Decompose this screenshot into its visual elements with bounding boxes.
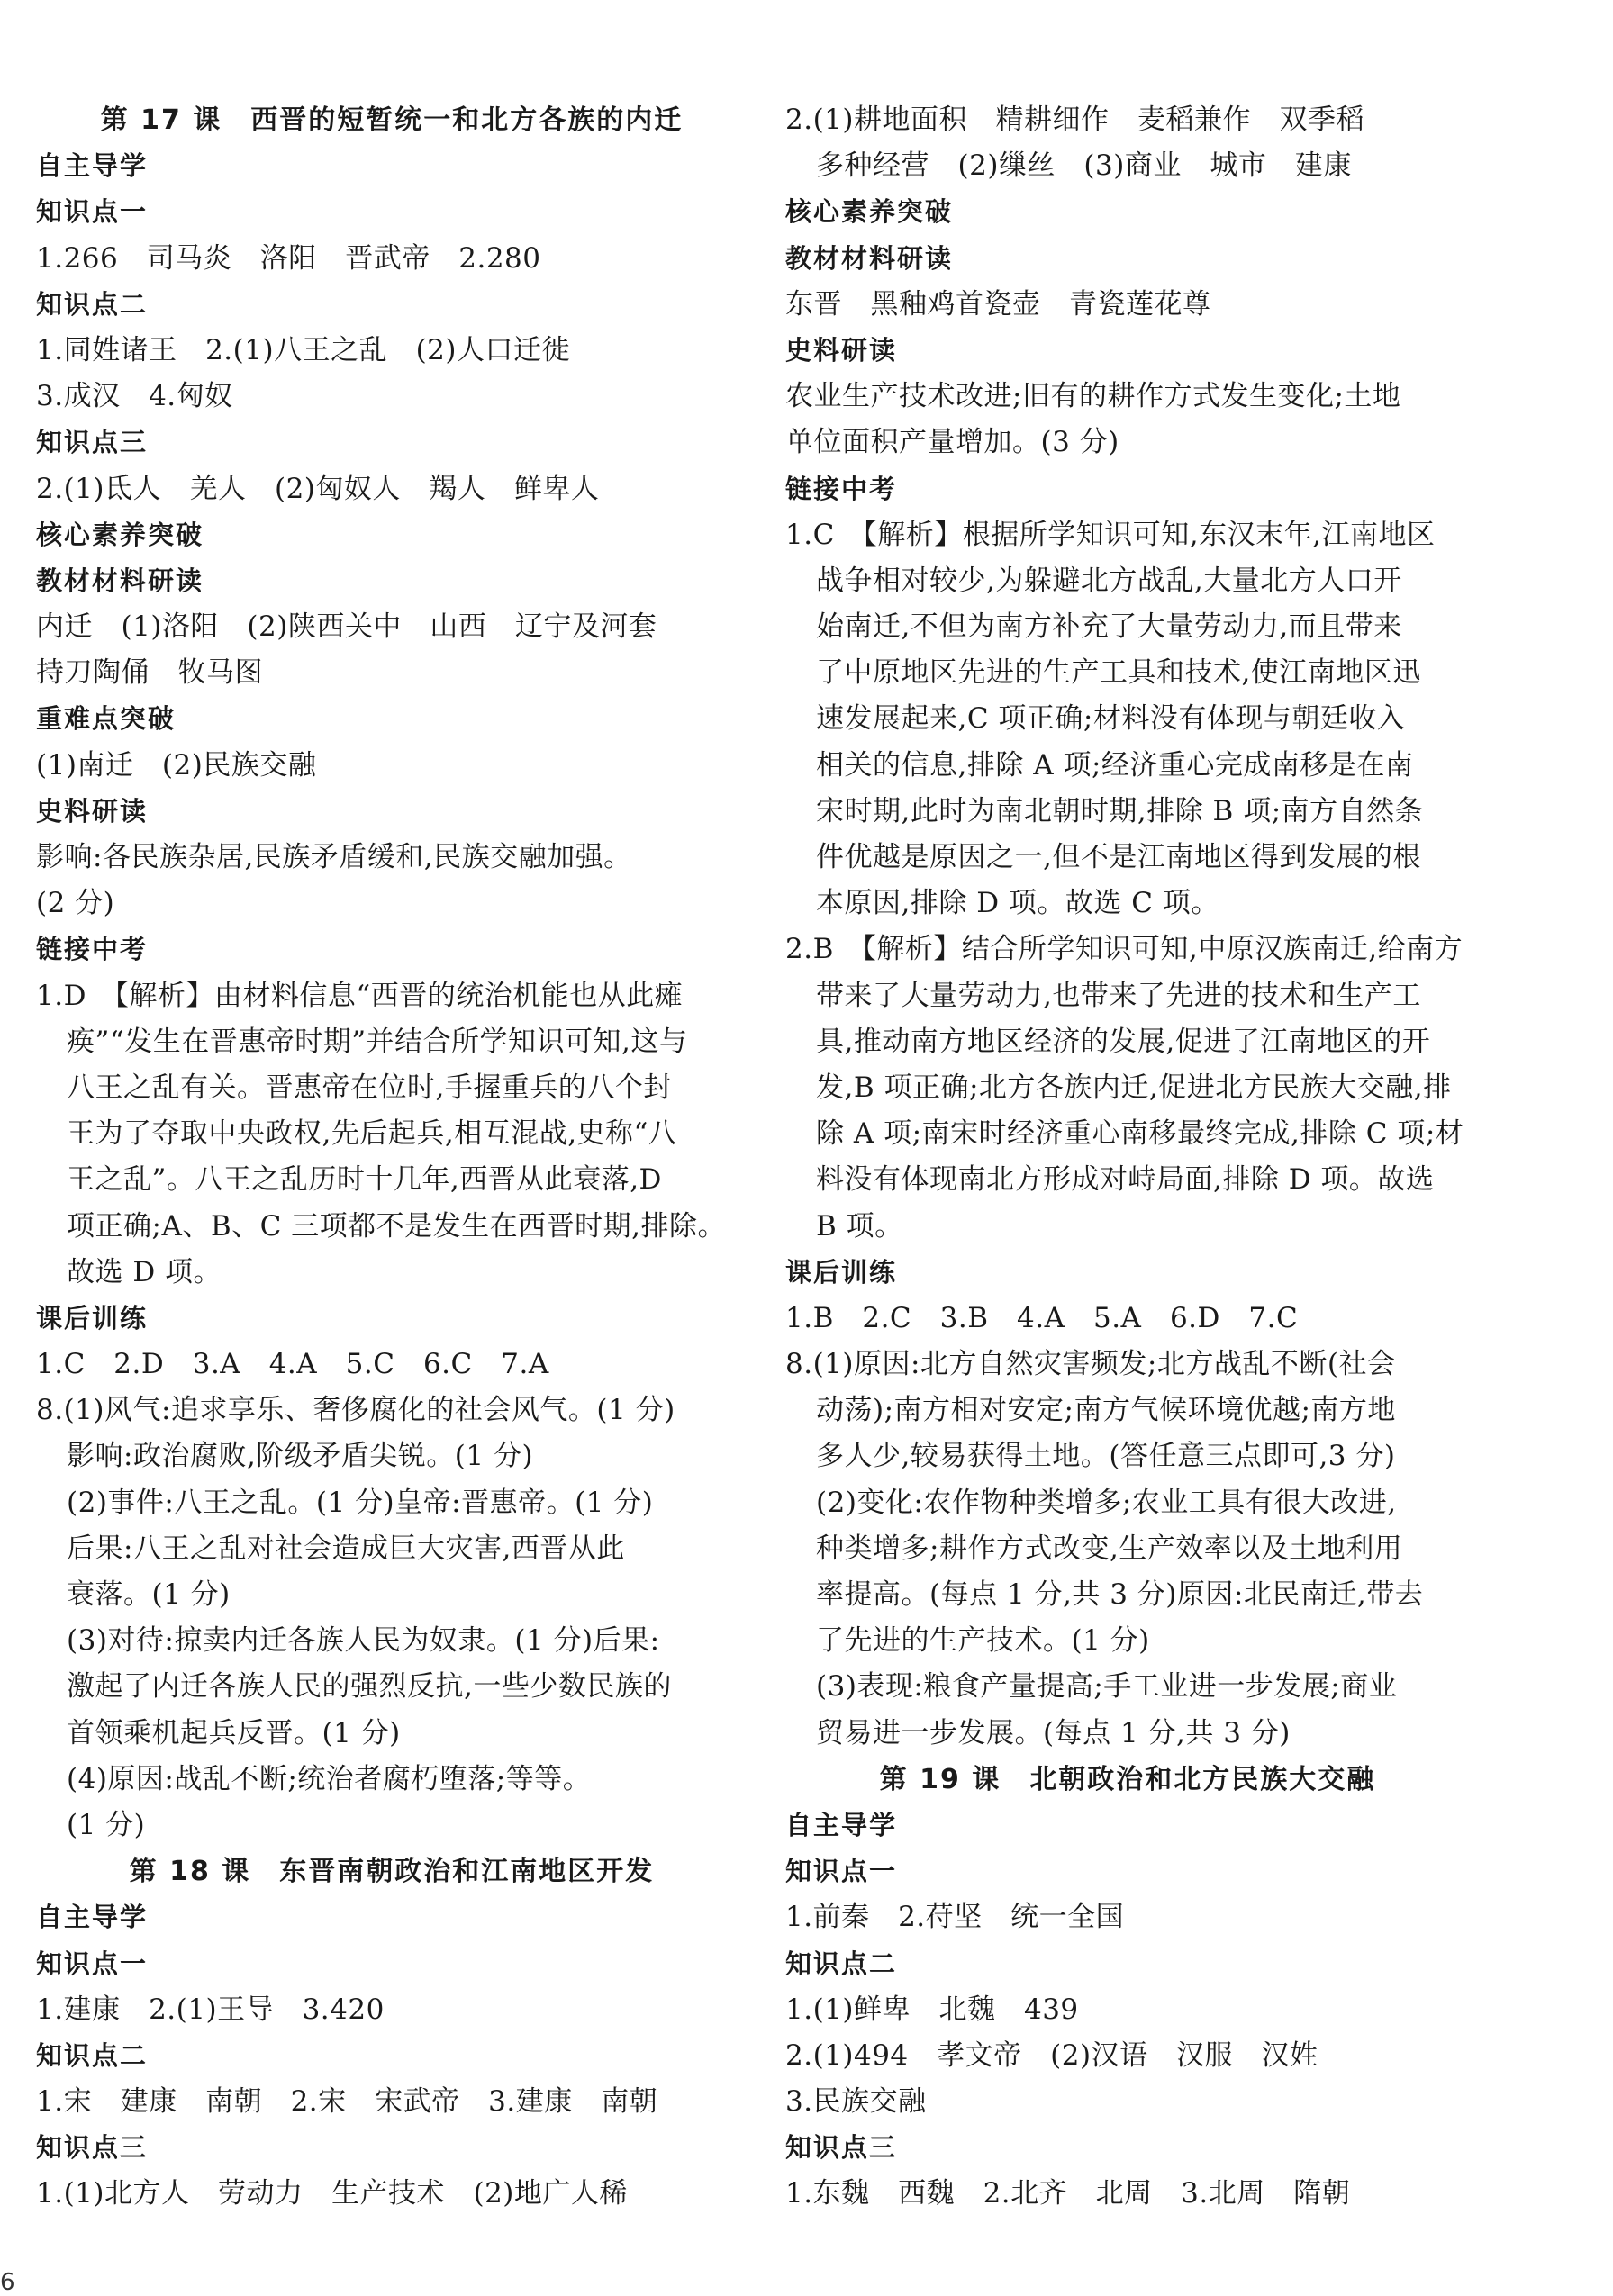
text-line-indented: 首领乘机起兵反晋。(1 分) [67, 1716, 401, 1749]
text-line: 2.(1)氐人 羌人 (2)匈奴人 羯人 鲜卑人 [36, 472, 600, 505]
section-heading: 自主导学 [36, 150, 149, 182]
text-line: 单位面积产量增加。(3 分) [785, 426, 1119, 459]
text-line-indented: 发,B 项正确;北方各族内迁,促进北方民族大交融,排 [816, 1071, 1452, 1104]
text-line: 2.(1)494 孝文帝 (2)汉语 汉服 汉姓 [785, 2038, 1318, 2072]
page-number: 6 [0, 2269, 15, 2296]
section-heading: 链接中考 [36, 934, 149, 965]
text-line-indented: 件优越是原因之一,但不是江南地区得到发展的根 [816, 841, 1421, 873]
text-line: 1.D 【解析】由材料信息“西晋的统治机能也从此瘫 [36, 979, 684, 1012]
text-line-indented: 种类增多;耕作方式改变,生产效率以及土地利用 [816, 1532, 1403, 1565]
text-line-indented: 八王之乱有关。晋惠帝在位时,手握重兵的八个封 [67, 1071, 672, 1104]
section-heading: 教材材料研读 [36, 565, 204, 596]
text-line-indented: B 项。 [816, 1209, 903, 1243]
text-line: 3.成汉 4.匈奴 [36, 380, 233, 413]
text-line: 3.民族交融 [785, 2085, 927, 2119]
text-line-indented: 始南迁,不但为南方补充了大量劳动力,而且带来 [816, 610, 1402, 644]
section-heading: 重难点突破 [36, 703, 177, 735]
text-line: 1.宋 建康 南朝 2.宋 宋武帝 3.建康 南朝 [36, 2085, 658, 2119]
section-heading: 知识点三 [36, 427, 149, 458]
text-line-indented: (1 分) [67, 1808, 146, 1841]
text-line-indented: 痪”“发生在晋惠帝时期”并结合所学知识可知,这与 [67, 1025, 688, 1058]
text-line: 1.前秦 2.苻坚 统一全国 [785, 1901, 1125, 1934]
section-heading: 知识点一 [36, 196, 149, 228]
section-heading: 知识点二 [785, 1948, 898, 1979]
text-line: 1.同姓诸王 2.(1)八王之乱 (2)人口迁徙 [36, 333, 570, 366]
section-heading: 史料研读 [36, 795, 149, 827]
text-line-indented: (4)原因:战乱不断;统治者腐朽堕落;等等。 [67, 1762, 592, 1795]
text-line-indented: 衰落。(1 分) [67, 1578, 231, 1611]
text-line-indented: 相关的信息,排除 A 项;经济重心完成南移是在南 [816, 748, 1414, 782]
section-heading: 史料研读 [785, 334, 898, 366]
text-line: 1.C 2.D 3.A 4.A 5.C 6.C 7.A [36, 1348, 549, 1381]
text-line-indented: (2)事件:八王之乱。(1 分)皇帝:晋惠帝。(1 分) [67, 1486, 654, 1519]
text-line-indented: 具,推动南方地区经济的发展,促进了江南地区的开 [816, 1025, 1431, 1058]
text-line-indented: 了中原地区先进的生产工具和技术,使江南地区迅 [816, 656, 1421, 690]
text-line-indented: 激起了内迁各族人民的强烈反抗,一些少数民族的 [67, 1670, 672, 1704]
section-heading: 知识点三 [36, 2132, 149, 2164]
right-column [785, 97, 1470, 2218]
text-line-indented: 王为了夺取中央政权,先后起兵,相互混战,史称“八 [67, 1117, 677, 1151]
text-line-indented: 影响:政治腐败,阶级矛盾尖锐。(1 分) [67, 1440, 534, 1473]
section-heading: 核心素养突破 [36, 519, 204, 550]
text-line-indented: (2)变化:农作物种类增多;农业工具有很大改进, [816, 1486, 1397, 1519]
text-line-indented: (3)表现:粮食产量提高;手工业进一步发展;商业 [816, 1670, 1398, 1704]
text-line: 1.266 司马炎 洛阳 晋武帝 2.280 [36, 241, 541, 275]
text-line: 持刀陶俑 牧马图 [36, 656, 263, 690]
section-heading: 知识点一 [36, 1948, 149, 1979]
text-line-indented: 除 A 项;南宋时经济重心南移最终完成,排除 C 项;材 [816, 1117, 1464, 1151]
text-line-indented: 后果:八王之乱对社会造成巨大灾害,西晋从此 [67, 1532, 625, 1565]
section-heading: 知识点三 [785, 2132, 898, 2164]
text-line-indented: 故选 D 项。 [67, 1255, 222, 1288]
column-divider [758, 97, 759, 2258]
section-heading: 知识点二 [36, 288, 149, 320]
text-line-indented: 速发展起来,C 项正确;材料没有体现与朝廷收入 [816, 702, 1406, 736]
text-line-indented: (3)对待:掠卖内迁各族人民为奴隶。(1 分)后果: [67, 1624, 660, 1658]
left-column [36, 97, 748, 2218]
text-line-indented: 动荡);南方相对安定;南方气候环境优越;南方地 [816, 1394, 1396, 1427]
text-line: 8.(1)风气:追求享乐、奢侈腐化的社会风气。(1 分) [36, 1394, 675, 1427]
section-heading: 链接中考 [785, 473, 898, 504]
text-line-indented: 王之乱”。八王之乱历时十几年,西晋从此衰落,D [67, 1163, 662, 1197]
text-line: 农业生产技术改进;旧有的耕作方式发生变化;土地 [785, 380, 1401, 413]
text-line-indented: 多种经营 (2)缫丝 (3)商业 城市 建康 [816, 149, 1352, 183]
text-line-indented: 料没有体现南北方形成对峙局面,排除 D 项。故选 [816, 1163, 1435, 1197]
text-line-indented: 项正确;A、B、C 三项都不是发生在西晋时期,排除。 [67, 1209, 727, 1243]
text-line-indented: 宋时期,此时为南北朝时期,排除 B 项;南方自然条 [816, 794, 1424, 827]
section-heading: 课后训练 [36, 1302, 149, 1333]
text-line-indented: 多人少,较易获得土地。(答任意三点即可,3 分) [816, 1440, 1396, 1473]
text-line-indented: 率提高。(每点 1 分,共 3 分)原因:北民南迁,带去 [816, 1578, 1424, 1611]
lesson-title: 第 19 课 北朝政治和北方民族大交融 [879, 1763, 1376, 1795]
text-line-indented: 了先进的生产技术。(1 分) [816, 1624, 1150, 1658]
text-line-indented: 战争相对较少,为躲避北方战乱,大量北方人口开 [816, 564, 1402, 597]
section-heading: 知识点一 [785, 1856, 898, 1887]
text-line: 8.(1)原因:北方自然灾害频发;北方战乱不断(社会 [785, 1348, 1396, 1381]
section-heading: 核心素养突破 [785, 196, 954, 228]
section-heading: 课后训练 [785, 1256, 898, 1288]
text-line: 1.(1)鲜卑 北魏 439 [785, 1993, 1079, 2026]
text-line: 1.(1)北方人 劳动力 生产技术 (2)地广人稀 [36, 2177, 628, 2210]
text-line-indented: 带来了大量劳动力,也带来了先进的技术和生产工 [816, 979, 1421, 1012]
section-heading: 教材材料研读 [785, 242, 954, 274]
text-line: 1.建康 2.(1)王导 3.420 [36, 1993, 385, 2026]
text-line: 2.(1)耕地面积 精耕细作 麦稻兼作 双季稻 [785, 104, 1364, 136]
section-heading: 自主导学 [785, 1809, 898, 1840]
text-line: 1.东魏 西魏 2.北齐 北周 3.北周 隋朝 [785, 2177, 1351, 2210]
text-line: 1.B 2.C 3.B 4.A 5.A 6.D 7.C [785, 1301, 1299, 1334]
text-line: (1)南迁 (2)民族交融 [36, 748, 317, 782]
text-line: 1.C 【解析】根据所学知识可知,东汉末年,江南地区 [785, 518, 1436, 551]
text-line-indented: 贸易进一步发展。(每点 1 分,共 3 分) [816, 1716, 1291, 1749]
text-line: 影响:各民族杂居,民族矛盾缓和,民族交融加强。 [36, 841, 632, 873]
section-heading: 知识点二 [36, 2039, 149, 2071]
text-line: 2.B 【解析】结合所学知识可知,中原汉族南迁,给南方 [785, 933, 1463, 966]
text-line: (2 分) [36, 887, 115, 920]
text-line: 东晋 黑釉鸡首瓷壶 青瓷莲花尊 [785, 287, 1211, 321]
lesson-title: 第 18 课 东晋南朝政治和江南地区开发 [129, 1856, 655, 1888]
text-line: 内迁 (1)洛阳 (2)陕西关中 山西 辽宁及河套 [36, 610, 657, 644]
section-heading: 自主导学 [36, 1902, 149, 1933]
lesson-title: 第 17 课 西晋的短暂统一和北方各族的内迁 [100, 104, 684, 136]
text-line-indented: 本原因,排除 D 项。故选 C 项。 [816, 887, 1219, 920]
